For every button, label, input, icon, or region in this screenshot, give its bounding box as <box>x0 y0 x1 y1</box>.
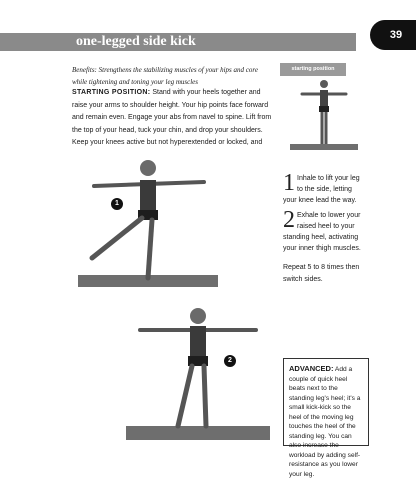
step-2-number: 2 <box>283 207 295 233</box>
starting-position-text: Stand with your heels together and raise your arms to shoulder height. Your hip points face forward and remain even. Engage your abs from navel to spine. Lift from the top of your head, tuck your chin, and drop your shoulders. Keep your knees active but not hyperextended or locked, and <box>72 89 272 147</box>
starting-position-label: starting position <box>280 63 346 76</box>
step-1-number: 1 <box>283 170 295 196</box>
step-badge-1: 1 <box>111 198 123 210</box>
step-1-text: Inhale to lift your leg to the side, letting your knee lead the way. <box>283 175 360 204</box>
page-number: 39 <box>389 29 403 41</box>
step-badge-2: 2 <box>224 355 236 367</box>
benefits-text: Benefits: Strengthens the stabilizing muscles of your hips and core while tightening and toning your leg muscles <box>72 66 258 86</box>
step-2-text: Exhale to lower your raised heel to your standing heel, activating your inner thigh muscles. <box>283 212 361 252</box>
advanced-text: Add a couple of quick heel beats next to the standing leg's heel; it's a small kick-kick so the heel of the moving leg touches the heel of the standing leg. You can also increase the workload by adding self-resistance as you lower your leg. <box>289 366 361 478</box>
advanced-tip-box <box>283 358 369 478</box>
step-2 <box>283 207 367 254</box>
exercise-photo-2 <box>120 300 276 444</box>
exercise-photo-1 <box>72 150 220 290</box>
repeat-instruction: Repeat 5 to 8 times then switch sides. <box>283 264 360 283</box>
starting-position-lead: STARTING POSITION: <box>72 89 151 96</box>
page-title: one-legged side kick <box>76 34 196 49</box>
page-number-tab <box>370 20 416 50</box>
advanced-lead: ADVANCED: <box>289 364 334 373</box>
step-1 <box>283 170 367 206</box>
starting-position-photo <box>282 76 366 152</box>
